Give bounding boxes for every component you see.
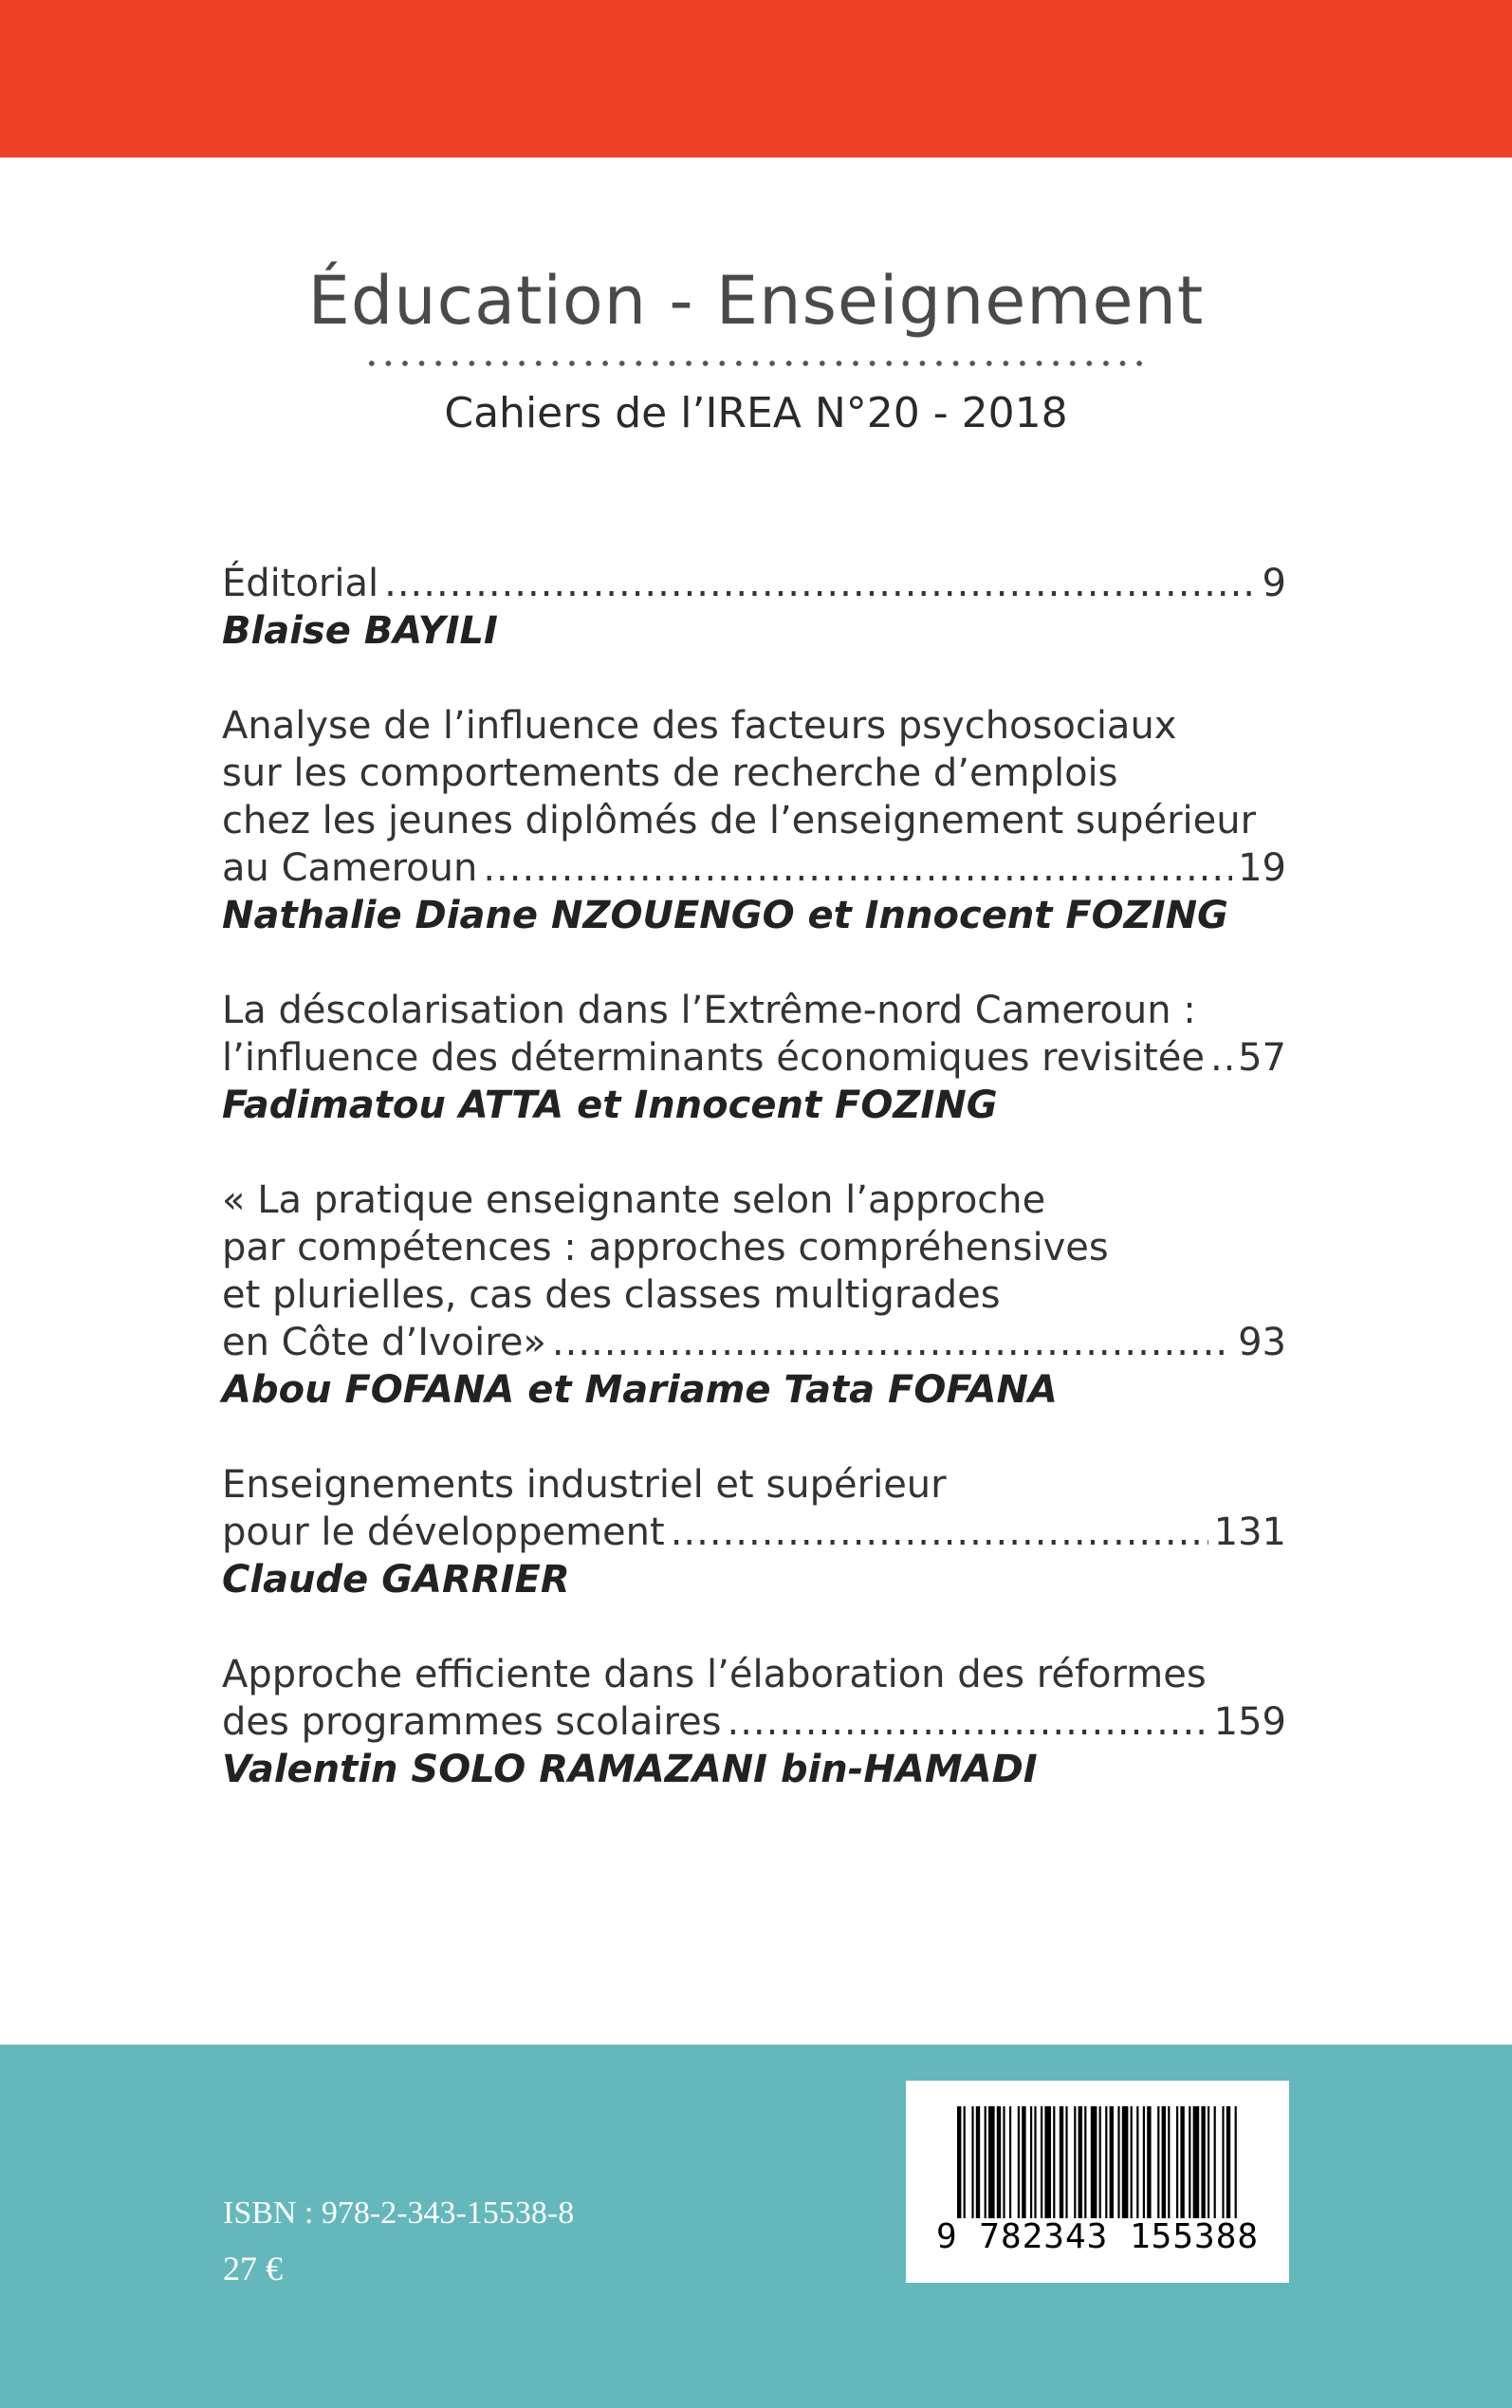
toc-author: Nathalie Diane NZOUENGO et Innocent FOZING (222, 894, 1228, 937)
barcode-digits: 9 782343 155388 (935, 2217, 1260, 2256)
barcode-bar (1053, 2106, 1055, 2218)
toc-title-line: par compétences : approches compréhensives (222, 1226, 1109, 1269)
toc-entry (222, 1176, 1286, 1414)
barcode-bar (1084, 2106, 1086, 2218)
toc-title-line: et plurielles, cas des classes multigrades (222, 1273, 1001, 1317)
toc-author: Fadimatou ATTA et Innocent FOZING (222, 1084, 998, 1127)
barcode-bar (1189, 2106, 1190, 2218)
barcode-bar (964, 2106, 966, 2218)
barcode-bar (1131, 2106, 1133, 2218)
barcode-bar (1003, 2106, 1005, 2218)
toc-title-text: au Cameroun (222, 846, 478, 890)
barcode-bar (1105, 2106, 1107, 2218)
toc-author: Valentin SOLO RAMAZANI bin-HAMADI (222, 1748, 1038, 1791)
barcode-bar (1235, 2106, 1237, 2218)
barcode-bar (1180, 2106, 1184, 2218)
toc-author: Claude GARRIER (222, 1558, 570, 1602)
toc-page-number: 9 (1262, 562, 1286, 605)
toc-page-number: 131 (1213, 1510, 1286, 1554)
barcode-bar (1122, 2106, 1129, 2218)
barcode-bar (1214, 2106, 1216, 2218)
barcode-bar (1065, 2106, 1067, 2218)
barcode-bar (1079, 2106, 1082, 2218)
issue-subtitle: Cahiers de l’IREA N°20 - 2018 (444, 389, 1068, 437)
toc-title-line (222, 1698, 1286, 1746)
toc-title-text: pour le développement (222, 1510, 665, 1554)
barcode-bar (1044, 2106, 1051, 2218)
toc-title-line (222, 1319, 1286, 1366)
dotted-divider (363, 359, 1151, 368)
dot-leader (1210, 1034, 1232, 1082)
barcode-bar (1009, 2106, 1011, 2218)
barcode-bar (1041, 2106, 1042, 2218)
toc-entry (222, 1651, 1286, 1793)
barcode-bar (1157, 2106, 1159, 2218)
barcode-bar (1176, 2106, 1178, 2218)
dot-leader (552, 1319, 1232, 1366)
dot-leader (727, 1698, 1208, 1746)
isbn-text: ISBN : 978-2-343-15538-8 (223, 2195, 575, 2231)
toc-title-line (222, 1034, 1286, 1082)
barcode-bar (1022, 2106, 1025, 2218)
dot-leader (384, 560, 1256, 607)
toc-entry (222, 702, 1286, 939)
barcode-bar (1091, 2106, 1097, 2218)
barcode-bar (1226, 2106, 1230, 2218)
barcode (906, 2081, 1289, 2283)
toc-title-line: chez les jeunes diplômés de l’enseignement supérieur (222, 799, 1257, 843)
barcode-bar (1018, 2106, 1020, 2218)
toc-author: Abou FOFANA et Mariame Tata FOFANA (222, 1368, 1058, 1412)
toc-title-text: des programmes scolaires (222, 1700, 722, 1744)
barcode-bar (1117, 2106, 1119, 2218)
barcode-bar (988, 2106, 995, 2218)
toc-title-line: La déscolarisation dans l’Extrême-nord Cameroun : (222, 989, 1196, 1032)
price-text: 27 € (223, 2250, 283, 2288)
dot-leader (671, 1509, 1208, 1556)
barcode-bar (1222, 2106, 1224, 2218)
barcode-bar (957, 2106, 961, 2218)
toc-author: Blaise BAYILI (222, 609, 498, 653)
toc-title-line (222, 1509, 1286, 1556)
table-of-contents (222, 560, 1286, 1841)
barcode-bar (976, 2106, 980, 2218)
toc-title-text: Éditorial (222, 562, 379, 605)
dot-leader (483, 844, 1232, 892)
barcode-bar (1168, 2106, 1170, 2218)
toc-title-line (222, 844, 1286, 892)
toc-title-line: Enseignements industriel et supérieur (222, 1463, 947, 1507)
toc-title-text: l’influence des déterminants économiques revisitée (222, 1036, 1205, 1080)
barcode-bar (1060, 2106, 1063, 2218)
series-title: Éducation - Enseignement (307, 262, 1205, 340)
barcode-bar (1143, 2106, 1145, 2218)
toc-page-number: 93 (1238, 1321, 1286, 1364)
barcode-bar (1136, 2106, 1138, 2218)
barcode-bar (985, 2106, 986, 2218)
barcode-bars-icon (957, 2106, 1238, 2218)
barcode-bar (1110, 2106, 1114, 2218)
toc-title-line: Approche efficiente dans l’élaboration des réformes (222, 1653, 1207, 1696)
toc-page-number: 19 (1238, 846, 1286, 890)
barcode-bar (1193, 2106, 1200, 2218)
barcode-bar (1147, 2106, 1151, 2218)
barcode-bar (1030, 2106, 1032, 2218)
barcode-bar (997, 2106, 1001, 2218)
top-color-band (0, 0, 1512, 157)
toc-title-line: sur les comportements de recherche d’emplois (222, 751, 1118, 795)
toc-title-line (222, 560, 1286, 607)
barcode-bar (1162, 2106, 1166, 2218)
toc-title-line: « La pratique enseignante selon l’approche (222, 1178, 1046, 1222)
toc-page-number: 57 (1238, 1036, 1286, 1080)
barcode-bar (971, 2106, 973, 2218)
barcode-bar (1201, 2106, 1205, 2218)
toc-page-number: 159 (1213, 1700, 1286, 1744)
toc-entry (222, 987, 1286, 1129)
toc-entry (222, 1461, 1286, 1603)
barcode-bar (1208, 2106, 1209, 2218)
toc-entry (222, 560, 1286, 655)
barcode-bar (1034, 2106, 1036, 2218)
toc-title-line: Analyse de l’influence des facteurs psychosociaux (222, 704, 1177, 748)
toc-title-text: en Côte d’Ivoire» (222, 1321, 546, 1364)
barcode-bar (1099, 2106, 1101, 2218)
barcode-bar (1074, 2106, 1076, 2218)
